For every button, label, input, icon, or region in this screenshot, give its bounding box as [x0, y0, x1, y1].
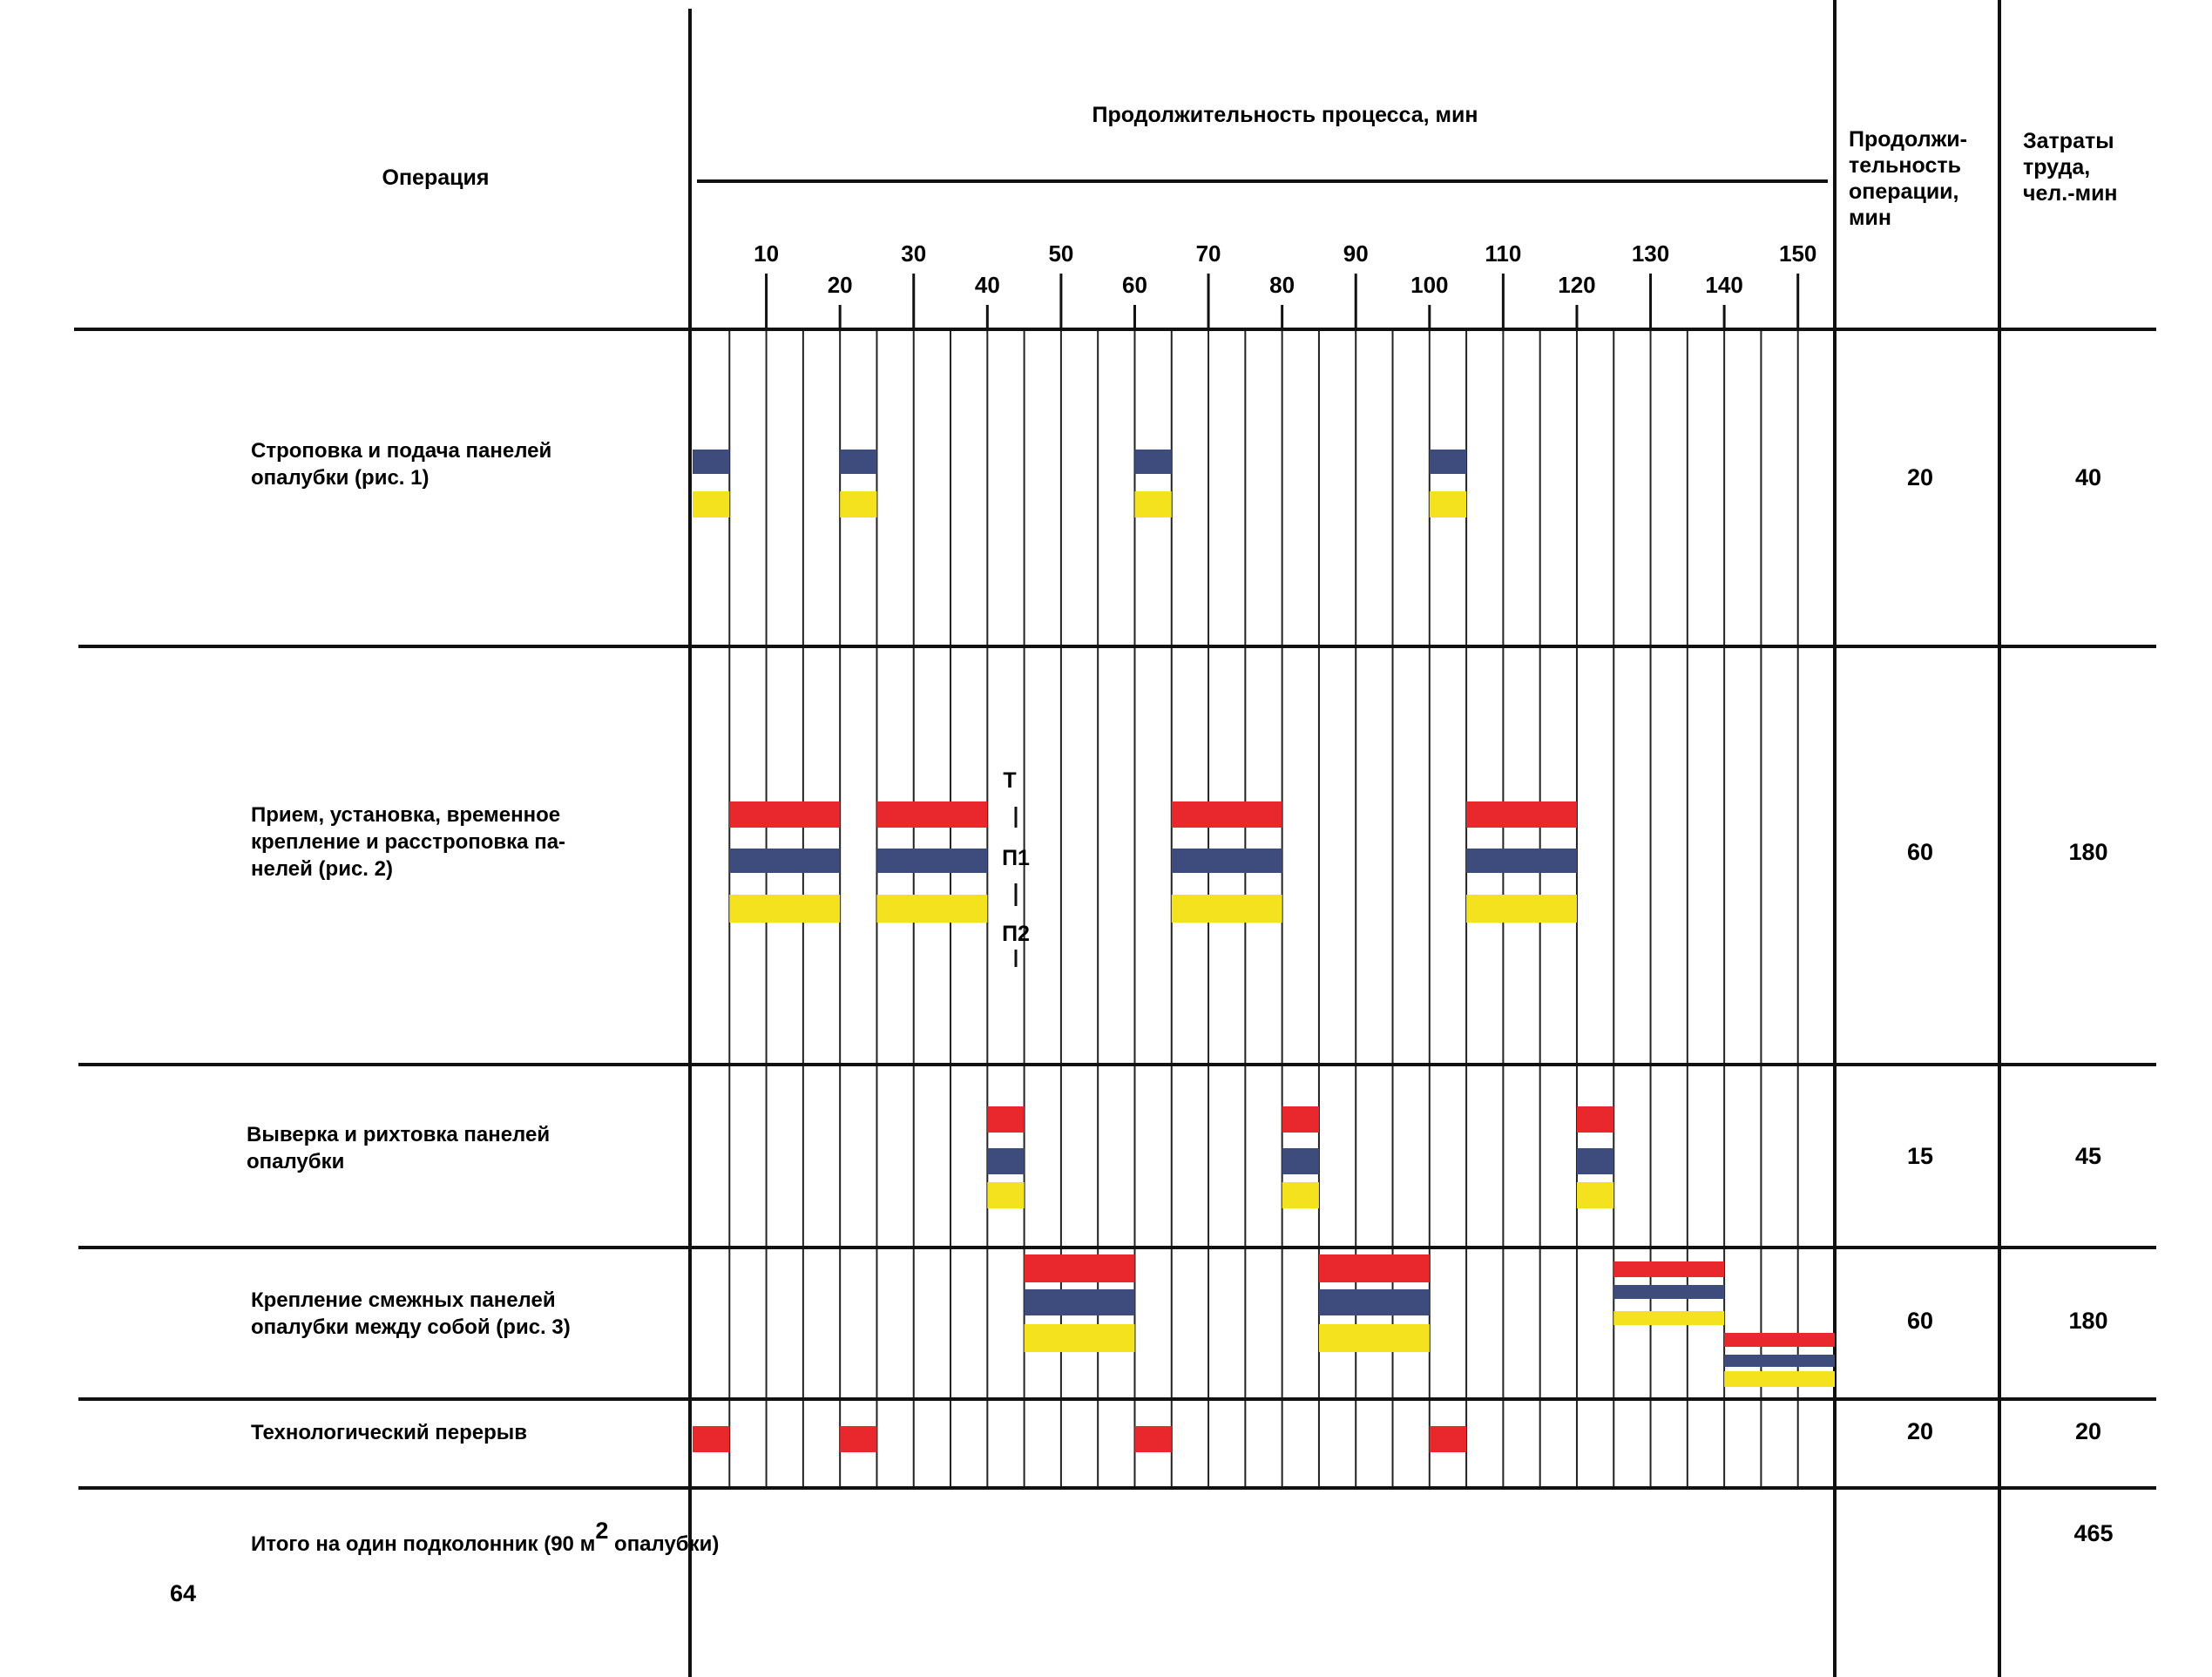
operation-name: опалубки (рис. 1): [251, 466, 430, 490]
gantt-bar: [1724, 1333, 1835, 1347]
gantt-bar: [1172, 895, 1282, 923]
row-text: [247, 439, 2108, 1444]
total-label: Итого на один подколонник (90 м2 опалубки): [251, 1518, 720, 1556]
labor-cost: 180: [2068, 839, 2108, 865]
x-tick-label: 100: [1410, 272, 1449, 298]
operation-duration: 60: [1906, 1308, 1934, 1334]
operation-duration: 60: [1906, 839, 1934, 865]
x-tick-label: 150: [1779, 240, 1817, 267]
labor-cost: 180: [2068, 1308, 2108, 1334]
operation-duration: 20: [1906, 464, 1934, 490]
operation-name: Крепление смежных панелей: [251, 1288, 556, 1312]
x-tick-label: 60: [1122, 272, 1147, 298]
gantt-bar: [1025, 1254, 1135, 1282]
x-tick-label: 130: [1631, 240, 1670, 267]
gantt-bar: [1319, 1289, 1430, 1315]
gantt-bar: [1613, 1261, 1724, 1277]
operation-name: опалубки между собой (рис. 3): [251, 1315, 571, 1339]
header-op-duration-2: тельность: [1849, 153, 1961, 178]
gantt-bar: [1613, 1311, 1724, 1325]
gantt-bar: [840, 491, 876, 517]
gantt-bar: [1172, 801, 1282, 828]
gantt-bar: [693, 491, 729, 517]
gantt-bar: [729, 801, 840, 828]
x-tick-label: 120: [1558, 272, 1596, 298]
operation-name: крепление и расстроповка па-: [251, 830, 566, 854]
gantt-bar: [1134, 1426, 1171, 1452]
worker-label-t: Т: [1003, 768, 1017, 793]
page-number: 64: [169, 1580, 197, 1606]
total-labor-value: 465: [2073, 1520, 2114, 1546]
operation-name: Строповка и подача панелей: [251, 439, 552, 463]
gantt-bar: [1282, 1182, 1319, 1208]
x-tick-label: 10: [754, 240, 780, 267]
gantt-bar: [987, 1182, 1024, 1208]
gantt-bar: [1282, 1106, 1319, 1133]
gantt-bar: [1134, 450, 1171, 474]
gantt-bar: [1134, 491, 1171, 517]
header-process-duration: Продолжительность процесса, мин: [1092, 103, 1478, 127]
gantt-bar: [1724, 1355, 1835, 1367]
gantt-bar: [876, 801, 987, 828]
operation-name: Технологический перерыв: [251, 1421, 528, 1444]
x-tick-label: 40: [974, 272, 1000, 298]
operation-name: Прием, установка, временное: [251, 803, 561, 827]
worker-label-p2: П2: [1002, 922, 1030, 946]
gantt-bar: [1430, 491, 1466, 517]
gantt-bar: [1466, 801, 1577, 828]
gantt-bar: [1466, 849, 1577, 873]
operation-duration: 15: [1906, 1143, 1934, 1169]
gantt-bar: [1319, 1254, 1430, 1282]
labor-cost: 40: [2074, 464, 2102, 490]
header-op-duration-1: Продолжи-: [1849, 127, 1967, 152]
worker-legend: [1002, 768, 1030, 967]
gantt-bar: [1430, 450, 1466, 474]
gantt-bar: [1282, 1148, 1319, 1174]
gantt-bar: [840, 1426, 876, 1452]
header-op-duration-3: операции,: [1849, 179, 1959, 204]
header-labor-2: труда,: [2023, 155, 2091, 179]
gantt-bar: [729, 849, 840, 873]
operation-name: Выверка и рихтовка панелей: [247, 1123, 551, 1146]
gantt-bar: [1025, 1324, 1135, 1352]
gantt-bars: [693, 450, 1835, 1452]
gantt-bar: [1430, 1426, 1466, 1452]
header-labor-1: Затраты: [2023, 129, 2114, 153]
gantt-bar: [876, 849, 987, 873]
gantt-bar: [1577, 1106, 1613, 1133]
x-tick-label: 20: [827, 272, 853, 298]
gantt-bar: [1577, 1148, 1613, 1174]
x-tick-label: 90: [1343, 240, 1369, 267]
gantt-bar: [1319, 1324, 1430, 1352]
header-operation: Операция: [382, 166, 490, 190]
gantt-bar: [1025, 1289, 1135, 1315]
operation-name: опалубки: [247, 1150, 345, 1173]
gantt-bar: [729, 895, 840, 923]
gantt-bar: [1724, 1371, 1835, 1387]
x-tick-label: 110: [1485, 240, 1522, 267]
gantt-bar: [1577, 1182, 1613, 1208]
header-op-duration-4: мин: [1849, 206, 1891, 230]
x-axis-ticks: [754, 240, 1816, 329]
gantt-bar: [1466, 895, 1577, 923]
gantt-bar: [987, 1148, 1024, 1174]
x-tick-label: 70: [1195, 240, 1221, 267]
gantt-bar: [876, 895, 987, 923]
operation-duration: 20: [1906, 1418, 1934, 1444]
labor-cost: 20: [2074, 1418, 2102, 1444]
gantt-bar: [693, 1426, 729, 1452]
worker-label-p1: П1: [1002, 846, 1030, 870]
x-tick-label: 80: [1269, 272, 1295, 298]
labor-cost: 45: [2074, 1143, 2102, 1169]
gantt-bar: [693, 450, 729, 474]
x-tick-label: 30: [901, 240, 927, 267]
x-tick-label: 140: [1705, 272, 1743, 298]
gantt-bar: [1613, 1285, 1724, 1299]
operation-name: нелей (рис. 2): [251, 857, 393, 881]
header-labor-3: чел.-мин: [2023, 181, 2118, 206]
gantt-bar: [1172, 849, 1282, 873]
total-superscript: 2: [595, 1518, 609, 1544]
x-tick-label: 50: [1048, 240, 1074, 267]
gantt-bar: [987, 1106, 1024, 1133]
gantt-bar: [840, 450, 876, 474]
